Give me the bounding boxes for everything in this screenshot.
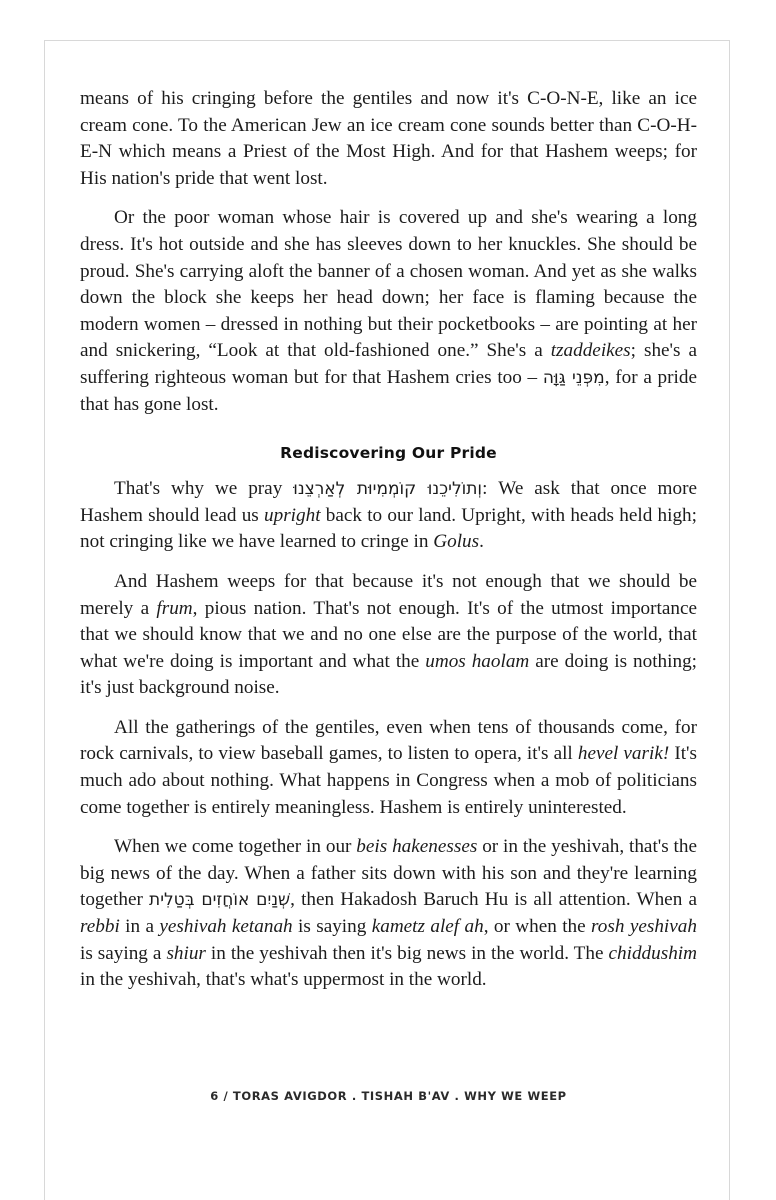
emphasis-text: shiur <box>166 942 206 964</box>
text-run: , pious nation. That's not enough. It's of the utmost importance that we should know that we and no one else are the purpose of the world, that what we're doing is important and what the <box>80 597 697 672</box>
emphasis-text: umos haolam <box>425 650 530 672</box>
text-run: It's much ado about nothing. What happens in Congress when a mob of politicians come together is entirely meaningless. Hashem is entirely uninterested. <box>80 743 697 818</box>
paragraph <box>80 205 697 418</box>
text-run: in the yeshivah, that's what's uppermost in the world. <box>80 969 487 991</box>
text-run: : We ask that once more Hashem should lead us <box>80 478 697 526</box>
text-run: And Hashem weeps for that because it's not enough that we should be merely a <box>80 570 697 619</box>
text-run: . <box>479 531 484 553</box>
paragraph <box>80 834 697 994</box>
emphasis-text: tzaddeikes <box>550 340 631 362</box>
text-run: Or the poor woman whose hair is covered up and she's wearing a long dress. It's hot outside and she has sleeves down to her knuckles. She should be proud. She's carrying aloft the banner of a chosen woman. And yet as she walks down the block she keeps her head down; her face is flaming because the modern women – dressed in nothing but their pocketbooks – are pointing at her and snickering, “Look at that old-fashioned one.” She's a <box>80 207 697 362</box>
paragraph <box>80 715 697 821</box>
text-run: back to our land. Upright, with heads held high; not cringing like we have learned to cringe in <box>80 504 697 553</box>
text-run: are doing is nothing; it's just background noise. <box>80 650 697 699</box>
paragraph <box>80 569 697 702</box>
text-run: in a <box>119 916 160 938</box>
text-run: or in the yeshivah, that's the big news of the day. When a father sits down with his son and they're learning together <box>80 836 698 911</box>
text-run: , then Hakadosh Baruch Hu is all attention. When a <box>290 889 697 911</box>
text-run: ; she's a suffering righteous woman but for that Hashem cries too – <box>80 340 697 388</box>
emphasis-text: upright <box>264 504 321 526</box>
document-page <box>44 40 730 1200</box>
text-run: , or when the <box>483 916 592 938</box>
section-heading: Rediscovering Our Pride <box>280 444 497 463</box>
hebrew-text: מִפְּנֵי גַּוָּה <box>542 367 605 388</box>
emphasis-text: kametz alef ah <box>371 916 484 938</box>
text-run: means of his cringing before the gentiles and now it's C-O-N-E, like an ice cream cone. To the American Jew an ice cream cone sounds better than C-O-H-E-N which means a Priest of the Most High. And for that Hashem weeps; for His nation's pride that went lost. <box>80 88 697 189</box>
paragraph <box>80 86 697 192</box>
emphasis-text: chiddushim <box>608 942 697 964</box>
emphasis-text: Golus <box>433 531 480 553</box>
paragraph <box>80 476 697 556</box>
emphasis-text: beis hakenesses <box>356 836 478 858</box>
text-run: is saying <box>292 916 372 938</box>
emphasis-text: rebbi <box>80 916 120 938</box>
text-run: , for a pride that has gone lost. <box>80 366 697 415</box>
text-run: All the gatherings of the gentiles, even when tens of thousands come, for rock carnivals, to view baseball games, to listen to opera, it's all <box>80 716 697 765</box>
emphasis-text: yeshivah ketanah <box>159 916 293 938</box>
page-footer: 6 / TORAS AVIGDOR . TISHAH B'AV . WHY WE WEEP <box>210 1089 567 1103</box>
emphasis-text: hevel varik! <box>577 743 670 765</box>
emphasis-text: frum <box>156 597 193 619</box>
page-content <box>80 86 697 996</box>
emphasis-text: rosh yeshivah <box>591 916 697 938</box>
hebrew-text: שְׁנַיִם אוֹחֲזִים בְּטַלִית <box>149 890 291 911</box>
text-run: is saying a <box>80 942 167 964</box>
text-run: When we come together in our <box>114 836 357 858</box>
text-run: That's why we pray <box>114 478 294 500</box>
hebrew-text: וְתוֹלִיכֵנוּ קוֹמְמִיוּת לְאַרְצֵנוּ <box>293 479 483 500</box>
text-flow <box>80 86 697 994</box>
text-run: in the yeshivah then it's big news in the world. The <box>205 942 609 964</box>
